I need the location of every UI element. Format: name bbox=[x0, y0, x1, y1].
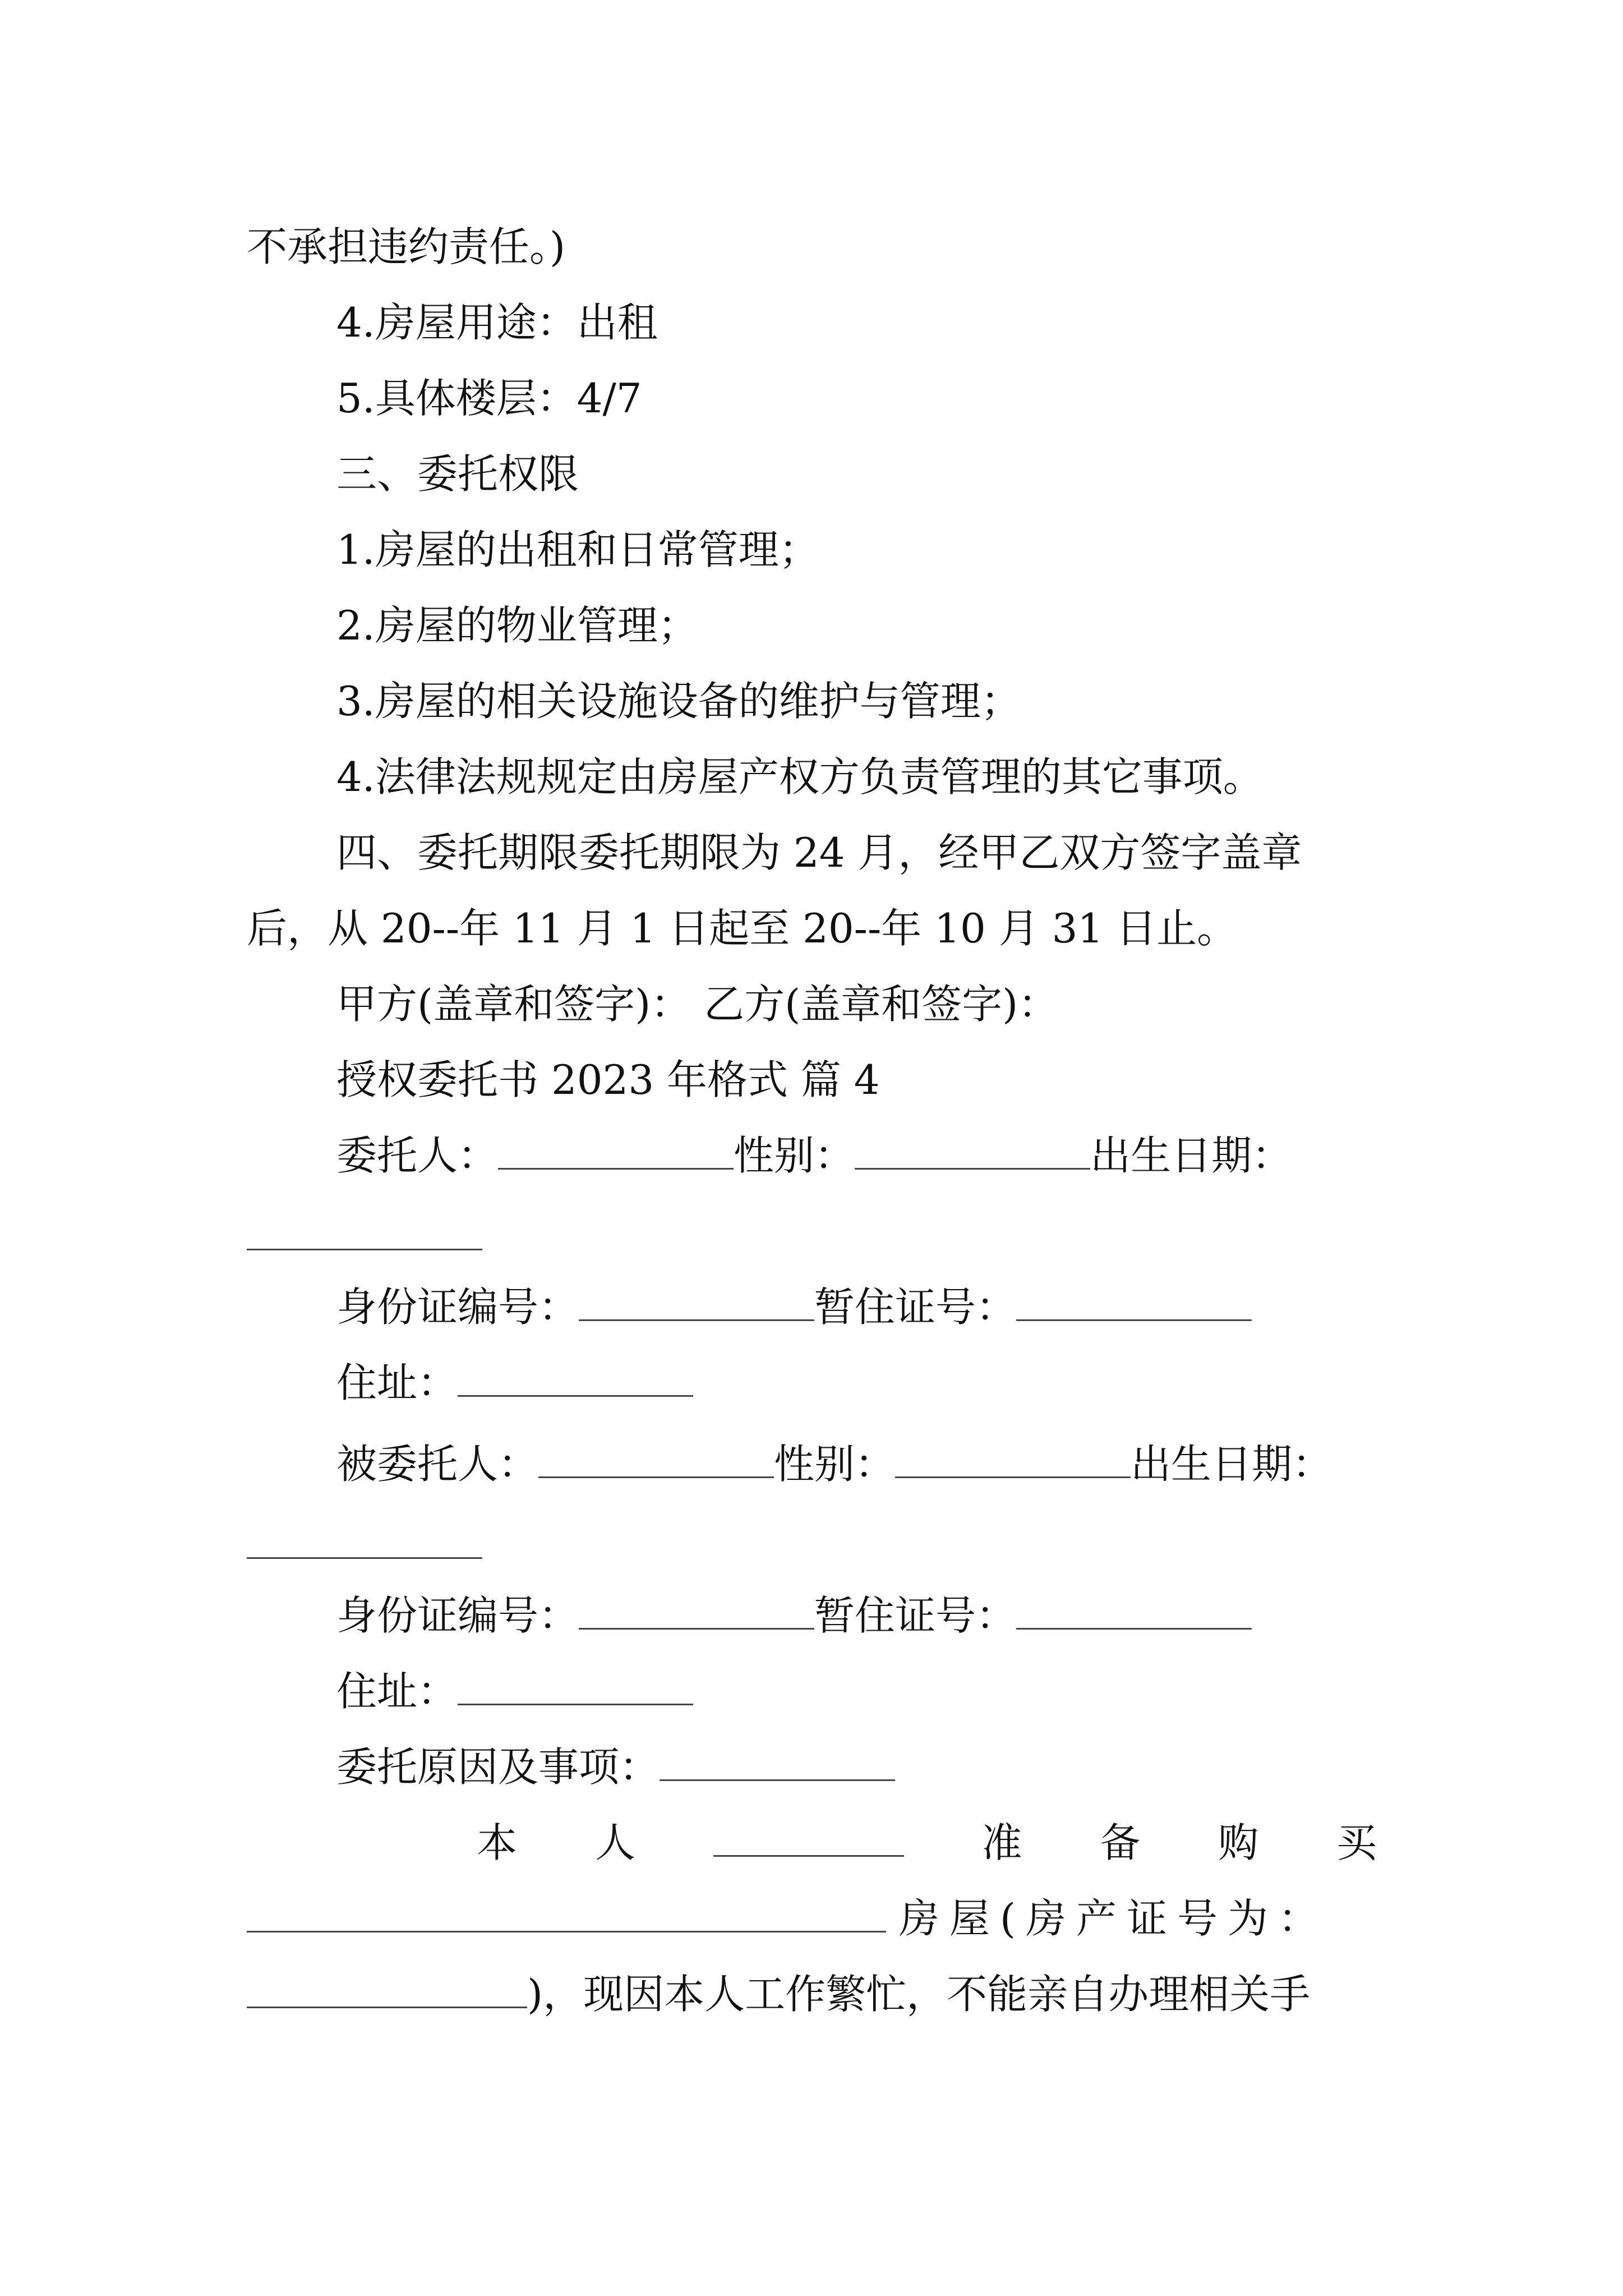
principal-id-label: 身份证编号： bbox=[336, 1283, 579, 1331]
agent-address-label: 住址： bbox=[336, 1668, 458, 1715]
statement-line-1 bbox=[477, 1815, 1377, 1871]
reason-field[interactable] bbox=[660, 1742, 895, 1781]
statement-word: 人 bbox=[594, 1819, 635, 1866]
agent-birth-label: 出生日期： bbox=[1131, 1441, 1333, 1488]
principal-birth-label: 出生日期： bbox=[1090, 1132, 1293, 1179]
statement-house-field[interactable] bbox=[247, 1894, 886, 1932]
text-line: 四、委托期限委托期限为 24 月，经甲乙双方签字盖章 bbox=[336, 829, 1302, 876]
principal-address-row bbox=[336, 1355, 693, 1411]
statement-word: 购 bbox=[1218, 1819, 1259, 1866]
section-heading: 三、委托权限 bbox=[336, 450, 579, 498]
statement-name-field[interactable] bbox=[713, 1818, 904, 1857]
principal-temp-label: 暂住证号： bbox=[814, 1283, 1017, 1331]
agent-id-row bbox=[336, 1588, 1252, 1644]
text-line: 5.具体楼层：4/7 bbox=[336, 375, 642, 422]
agent-name-field[interactable] bbox=[538, 1439, 774, 1478]
principal-name-field[interactable] bbox=[498, 1131, 734, 1170]
principal-address-field[interactable] bbox=[458, 1358, 693, 1397]
text-line: 不承担违约责任。) bbox=[247, 223, 566, 270]
principal-gender-field[interactable] bbox=[855, 1131, 1090, 1170]
principal-id-row bbox=[336, 1279, 1252, 1335]
principal-address-label: 住址： bbox=[336, 1359, 458, 1406]
principal-birth-field[interactable] bbox=[247, 1249, 482, 1250]
agent-id-field[interactable] bbox=[579, 1591, 814, 1630]
agent-temp-label: 暂住证号： bbox=[814, 1592, 1017, 1639]
agent-gender-field[interactable] bbox=[895, 1439, 1131, 1478]
text-line: 后，从 20--年 11 月 1 日起至 20--年 10 月 31 日止。 bbox=[247, 905, 1238, 952]
agent-row bbox=[336, 1436, 1332, 1492]
agent-birth-field[interactable] bbox=[247, 1557, 482, 1559]
agent-gender-label: 性别： bbox=[774, 1441, 896, 1488]
text-line: 2.房屋的物业管理； bbox=[336, 602, 698, 649]
statement-line-2 bbox=[247, 1890, 1329, 1947]
agent-name-label: 被委托人： bbox=[336, 1441, 539, 1488]
text-line: 3.房屋的相关设施设备的维护与管理； bbox=[336, 678, 1021, 725]
statement-cert-field[interactable] bbox=[247, 1970, 527, 2008]
text-line: 4.房屋用途：出租 bbox=[336, 299, 658, 346]
agent-address-row bbox=[336, 1663, 693, 1719]
statement-word: 本 bbox=[477, 1819, 518, 1866]
agent-address-field[interactable] bbox=[458, 1667, 693, 1705]
agent-temp-field[interactable] bbox=[1016, 1591, 1252, 1630]
statement-line-3 bbox=[247, 1966, 1310, 2022]
text-line: 1.房屋的出租和日常管理； bbox=[336, 526, 819, 573]
statement-word: 买 bbox=[1336, 1819, 1377, 1866]
principal-gender-label: 性别： bbox=[734, 1132, 855, 1179]
section-heading: 授权委托书 2023 年格式 篇 4 bbox=[336, 1056, 880, 1103]
statement-word: 准 bbox=[981, 1819, 1022, 1866]
agent-id-label: 身份证编号： bbox=[336, 1592, 579, 1639]
reason-row bbox=[336, 1739, 895, 1795]
text-line: 4.法律法规规定由房屋产权方负责管理的其它事项。 bbox=[336, 753, 1264, 800]
statement-house-label: 房屋(房产证号为： bbox=[898, 1895, 1329, 1942]
reason-label: 委托原因及事项： bbox=[336, 1743, 660, 1791]
principal-row bbox=[336, 1128, 1292, 1184]
principal-temp-field[interactable] bbox=[1016, 1282, 1252, 1321]
statement-tail: )，现因本人工作繁忙，不能亲自办理相关手 bbox=[527, 1971, 1311, 2018]
principal-name-label: 委托人： bbox=[336, 1132, 499, 1179]
signature-line: 甲方(盖章和签字)： 乙方(盖章和签字)： bbox=[336, 981, 1059, 1028]
statement-word: 备 bbox=[1100, 1819, 1141, 1866]
principal-id-field[interactable] bbox=[579, 1282, 814, 1321]
